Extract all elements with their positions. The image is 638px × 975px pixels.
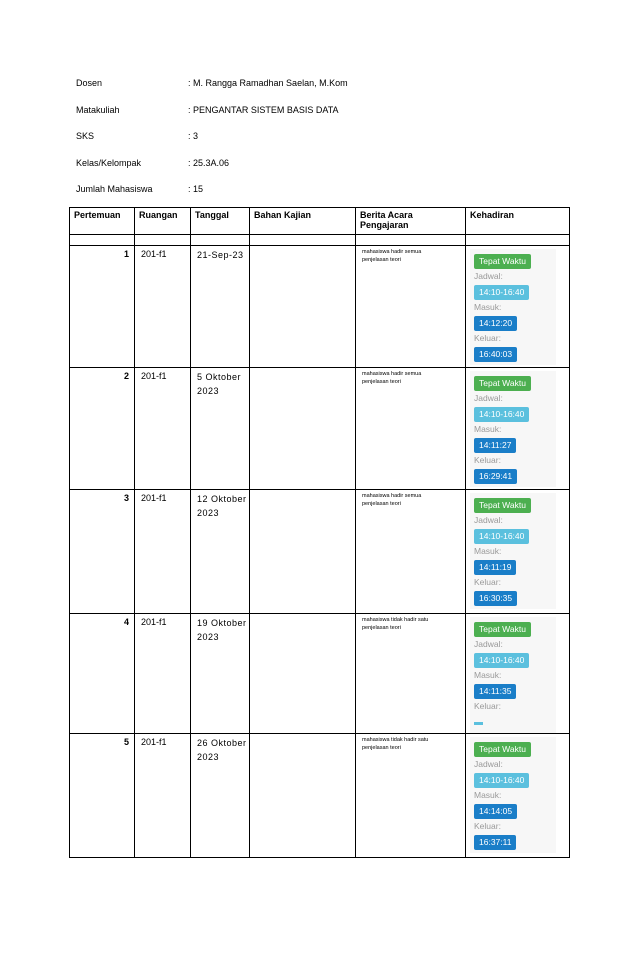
keluar-badge: 16:40:03 (474, 347, 517, 362)
masuk-badge: 14:11:27 (474, 438, 516, 453)
masuk-badge: 14:14:05 (474, 804, 517, 819)
table-row (70, 734, 570, 858)
attendance-card (470, 493, 556, 609)
attendance-card (470, 617, 556, 733)
pertemuan-cell: 1 (70, 246, 135, 368)
dosen-label: Dosen (76, 78, 103, 89)
dosen-row (76, 70, 348, 97)
masuk-badge: 14:11:35 (474, 684, 516, 699)
table-row (70, 246, 570, 368)
keluar-label: Keluar: (474, 577, 501, 587)
masuk-label: Masuk: (474, 424, 502, 434)
status-badge: Tepat Waktu (474, 498, 531, 513)
berita-line-2: penjelasan teori (362, 745, 401, 751)
keluar-badge: 16:37:11 (474, 835, 516, 850)
kehadiran-cell (466, 734, 570, 858)
keluar-badge: 16:30:35 (474, 591, 517, 606)
table-row (70, 490, 570, 614)
keluar-badge: 16:29:41 (474, 469, 517, 484)
jadwal-label: Jadwal: (474, 515, 503, 525)
berita-line-1: mahasiswa hadir semua (362, 249, 422, 255)
pertemuan-cell: 4 (70, 614, 135, 734)
pertemuan-cell: 2 (70, 368, 135, 490)
keluar-empty-bar (474, 722, 483, 725)
jadwal-badge: 14:10-16:40 (474, 529, 529, 544)
status-badge: Tepat Waktu (474, 622, 531, 637)
ruangan-cell: 201-f1 (135, 368, 191, 490)
status-badge: Tepat Waktu (474, 742, 531, 757)
jumlah-label: Jumlah Mahasiswa (76, 184, 153, 195)
berita-line-1: mahasiswa tidak hadir satu (362, 737, 429, 743)
berita-line-2: penjelasan teori (362, 625, 401, 631)
attendance-table (69, 207, 570, 858)
kehadiran-cell (466, 246, 570, 368)
tanggal-cell: 12 Oktober 2023 (191, 490, 250, 614)
jadwal-label: Jadwal: (474, 393, 503, 403)
keluar-label: Keluar: (474, 333, 501, 343)
course-info (76, 70, 348, 203)
keluar-label: Keluar: (474, 821, 501, 831)
ruangan-cell: 201-f1 (135, 614, 191, 734)
table-row (70, 368, 570, 490)
jadwal-label: Jadwal: (474, 271, 503, 281)
matakuliah-value: : PENGANTAR SISTEM BASIS DATA (188, 104, 339, 115)
sks-row (76, 123, 348, 150)
kelas-row (76, 150, 348, 177)
dosen-value: : M. Rangga Ramadhan Saelan, M.Kom (188, 78, 348, 89)
status-badge: Tepat Waktu (474, 376, 531, 391)
matakuliah-label: Matakuliah (76, 104, 120, 115)
ruangan-cell: 201-f1 (135, 734, 191, 858)
tanggal-cell: 21-Sep-23 (191, 246, 250, 368)
jadwal-badge: 14:10-16:40 (474, 653, 529, 668)
berita-acara-cell (356, 490, 466, 614)
berita-acara-cell (356, 734, 466, 858)
attendance-card (470, 737, 556, 853)
tanggal-cell: 26 Oktober 2023 (191, 734, 250, 858)
attendance-card (470, 371, 556, 487)
jadwal-badge: 14:10-16:40 (474, 285, 529, 300)
table-header-row (70, 208, 570, 235)
spacer-row (70, 235, 570, 246)
bahan-kajian-cell (250, 734, 356, 858)
keluar-label: Keluar: (474, 455, 501, 465)
berita-acara-cell (356, 246, 466, 368)
kelas-label: Kelas/Kelompak (76, 157, 142, 168)
bahan-kajian-cell (250, 490, 356, 614)
matakuliah-row (76, 97, 348, 124)
masuk-label: Masuk: (474, 670, 502, 680)
berita-line-1: mahasiswa hadir semua (362, 493, 422, 499)
table-row (70, 614, 570, 734)
jadwal-badge: 14:10-16:40 (474, 773, 529, 788)
kelas-value: : 25.3A.06 (188, 157, 230, 168)
col-header-bahan-kajian: Bahan Kajian (250, 208, 356, 235)
pertemuan-cell: 5 (70, 734, 135, 858)
berita-line-1: mahasiswa hadir semua (362, 371, 422, 377)
jadwal-label: Jadwal: (474, 759, 503, 769)
jadwal-badge: 14:10-16:40 (474, 407, 529, 422)
masuk-badge: 14:11:19 (474, 560, 516, 575)
status-badge: Tepat Waktu (474, 254, 531, 269)
attendance-card (470, 249, 556, 365)
jumlah-row (76, 176, 348, 203)
sks-value: : 3 (188, 131, 199, 142)
bahan-kajian-cell (250, 368, 356, 490)
masuk-label: Masuk: (474, 546, 502, 556)
col-header-kehadiran: Kehadiran (466, 208, 570, 235)
jumlah-value: : 15 (188, 184, 204, 195)
masuk-label: Masuk: (474, 790, 502, 800)
berita-line-2: penjelasan teori (362, 257, 401, 263)
keluar-label: Keluar: (474, 701, 501, 711)
pertemuan-cell: 3 (70, 490, 135, 614)
masuk-label: Masuk: (474, 302, 502, 312)
berita-line-1: mahasiswa tidak hadir satu (362, 617, 429, 623)
ruangan-cell: 201-f1 (135, 490, 191, 614)
bahan-kajian-cell (250, 614, 356, 734)
kehadiran-cell (466, 490, 570, 614)
bahan-kajian-cell (250, 246, 356, 368)
jadwal-label: Jadwal: (474, 639, 503, 649)
tanggal-cell: 19 Oktober 2023 (191, 614, 250, 734)
kehadiran-cell (466, 614, 570, 734)
kehadiran-cell (466, 368, 570, 490)
ruangan-cell: 201-f1 (135, 246, 191, 368)
masuk-badge: 14:12:20 (474, 316, 517, 331)
tanggal-cell: 5 Oktober 2023 (191, 368, 250, 490)
berita-line-2: penjelasan teori (362, 501, 401, 507)
berita-line-2: penjelasan teori (362, 379, 401, 385)
berita-acara-cell (356, 614, 466, 734)
sks-label: SKS (76, 131, 95, 142)
berita-acara-cell (356, 368, 466, 490)
col-header-pertemuan: Pertemuan (70, 208, 135, 235)
col-header-berita-acara: Berita Acara Pengajaran (356, 208, 466, 235)
col-header-ruangan: Ruangan (135, 208, 191, 235)
col-header-tanggal: Tanggal (191, 208, 250, 235)
